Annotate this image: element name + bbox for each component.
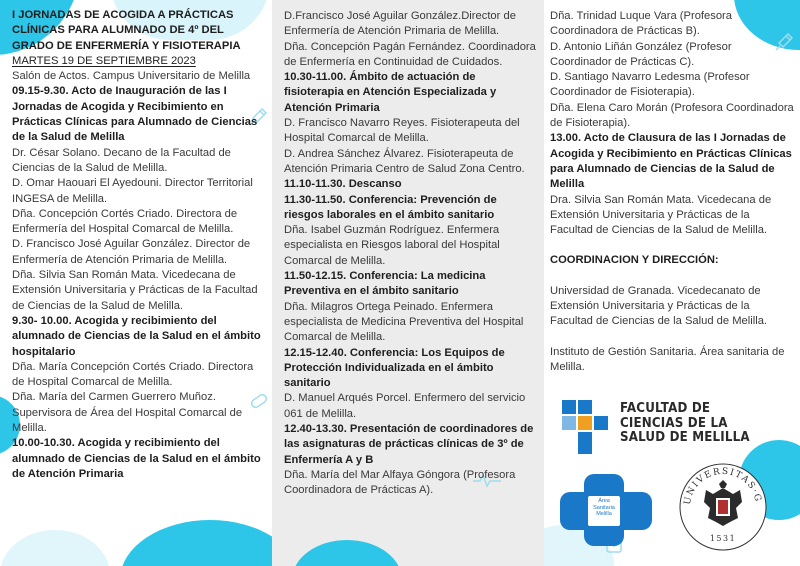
speaker: Dña. María del Mar Alfaya Góngora (Profesora Coordinadora de Prácticas A). — [284, 468, 516, 497]
speaker: Dr. César Solano. Decano de la Facultad de Ciencias de la Salud de Melilla. — [12, 146, 231, 174]
panel-middle — [272, 0, 544, 566]
session-heading: 12.15-12.40. Conferencia: Los Equipos de Protección Individualizada en el ámbito sanitario — [284, 346, 505, 390]
session-heading: 10.00-10.30. Acogida y recibimiento del alumnado de Ciencias de la Salud en el ámbito de Atención Primaria — [12, 437, 261, 480]
svg-text:UNIVERSITAS·GRANATENSIS: UNIVERSITAS·G — [682, 466, 763, 506]
ugr-seal — [678, 462, 768, 552]
speaker: D. Francisco Navarro Reyes. Fisioterapeuta del Hospital Comarcal de Melilla. — [284, 117, 520, 145]
speaker: Dra. Silvia San Román Mata. Vicedecana de Extensión Universitaria y Prácticas de la Facultad de Ciencias de la Salud de Melilla. — [550, 193, 772, 237]
session-heading: 09.15-9.30. Acto de Inauguración de las I Jornadas de Acogida y Recibimiento en Prácticas Clínicas para Alumnado de Ciencias de la Salud de Melilla — [12, 85, 258, 144]
speaker: D. Santiago Navarro Ledesma (Profesor Coordinador de Fisioterapia). — [550, 71, 750, 99]
speaker: D. Francisco José Aguilar González. Director de Enfermería de Atención Primaria de Melilla. — [12, 238, 251, 266]
speaker: D. Andrea Sánchez Álvarez. Fisioterapeuta de Atención Primaria Centro de Salud Zona Centro. — [284, 147, 525, 175]
event-title: I JORNADAS DE ACOGIDA A PRÁCTICAS CLÍNICAS PARA ALUMNADO DE 4º DEL GRADO DE ENFERMERÍA Y FISIOTERAPIA — [12, 9, 241, 52]
coordination-heading: COORDINACION Y DIRECCIÓN: — [550, 254, 719, 267]
session-heading: 13.00. Acto de Clausura de las I Jornadas de Acogida y Recibimiento en Prácticas Clínicas para Alumnado de Ciencias de la Salud de Melilla — [550, 132, 792, 191]
ingesa-logo-line: Área — [598, 498, 610, 504]
faculty-logo-line: FACULTAD DE — [620, 400, 711, 416]
speaker: Dña. María del Carmen Guerrero Muñoz. Supervisora de Área del Hospital Comarcal de Melilla. — [12, 391, 243, 435]
panel-left-text — [12, 8, 265, 482]
speaker: Dña. Elena Caro Morán (Profesora Coordinadora de Fisioterapia). — [550, 101, 794, 130]
speaker: Dña. Concepción Pagán Fernández. Coordinadora de Enfermería en Continuidad de Cuidados. — [284, 40, 536, 68]
ingesa-logo-line: Melilla — [596, 511, 612, 517]
session-heading: 10.30-11.00. Ámbito de actuación de fisioterapia en Atención Especializada y Atención Primaria — [284, 71, 497, 114]
panel-right-text — [550, 9, 795, 375]
event-date: MARTES 19 DE SEPTIEMBRE 2023 — [12, 54, 196, 67]
ingesa-logo-line: Sanitaria — [593, 504, 615, 511]
panel-middle-text — [284, 9, 538, 499]
decorative-circle — [120, 520, 272, 566]
speaker: D. Omar Haouari El Ayedouni. Director Territorial INGESA de Melilla. — [12, 177, 253, 205]
session-heading: 11.30-11.50. Conferencia: Prevención de riesgos laborales en el ámbito sanitario — [284, 193, 497, 221]
speaker: Dña. Isabel Guzmán Rodríguez. Enfermera especialista en Riesgos laboral del Hospital Comarcal de Melilla. — [284, 224, 500, 267]
ugr-year: 1531 — [709, 534, 737, 543]
faculty-cross-icon — [562, 398, 608, 456]
speaker: Dña. Silvia San Román Mata. Vicedecana de Extensión Universitaria y Prácticas de la Facultad de Ciencias de la Salud de Melilla. — [12, 269, 258, 312]
panel-left — [0, 0, 272, 566]
speaker: Dña. María Concepción Cortés Criado. Directora de Hospital Comarcal de Melilla. — [12, 360, 254, 389]
session-heading: 9.30- 10.00. Acogida y recibimiento del alumnado de Ciencias de la Salud en el ámbito hospitalario — [12, 314, 261, 358]
session-heading: 11.10-11.30. Descanso — [284, 178, 402, 191]
panel-right — [544, 0, 800, 566]
speaker: Dña. Concepción Cortés Criado. Directora de Enfermería del Hospital Comarcal de Melilla. — [12, 207, 238, 236]
speaker: Dña. Milagros Ortega Peinado. Enfermera especialista de Medicina Preventiva del Hospital Comarcal de Melilla. — [284, 300, 524, 344]
ingesa-logo — [558, 470, 658, 550]
session-heading: 11.50-12.15. Conferencia: La medicina Preventiva en el ámbito sanitario — [284, 270, 486, 298]
faculty-logo-line: SALUD DE MELILLA — [620, 429, 750, 445]
coordination-entry: Universidad de Granada. Vicedecanato de Extensión Universitaria y Prácticas de la Facultad de Ciencias de la Salud de Melilla. — [550, 284, 768, 328]
speaker: D. Antonio Liñán González (Profesor Coordinador de Prácticas C). — [550, 40, 732, 68]
decorative-circle — [292, 540, 402, 566]
session-heading: 12.40-13.30. Presentación de coordinadores de las asignaturas de prácticas clínicas de 3º de Enfermería A y B — [284, 423, 534, 466]
faculty-logo-line: CIENCIAS DE LA — [620, 414, 728, 431]
speaker: D.Francisco José Aguilar González.Director de Enfermería de Atención Primaria de Melilla. — [284, 10, 516, 38]
venue: Salón de Actos. Campus Universitario de Melilla — [12, 70, 251, 83]
speaker: Dña. Trinidad Luque Vara (Profesora Coordinadora de Prácticas B). — [550, 10, 733, 38]
faculty-logo — [562, 398, 750, 461]
speaker: D. Manuel Arqués Porcel. Enfermero del servicio 061 de Melilla. — [284, 392, 526, 420]
coordination-entry: Instituto de Gestión Sanitaria. Área sanitaria de Melilla. — [550, 345, 785, 373]
decorative-circle — [0, 530, 110, 566]
